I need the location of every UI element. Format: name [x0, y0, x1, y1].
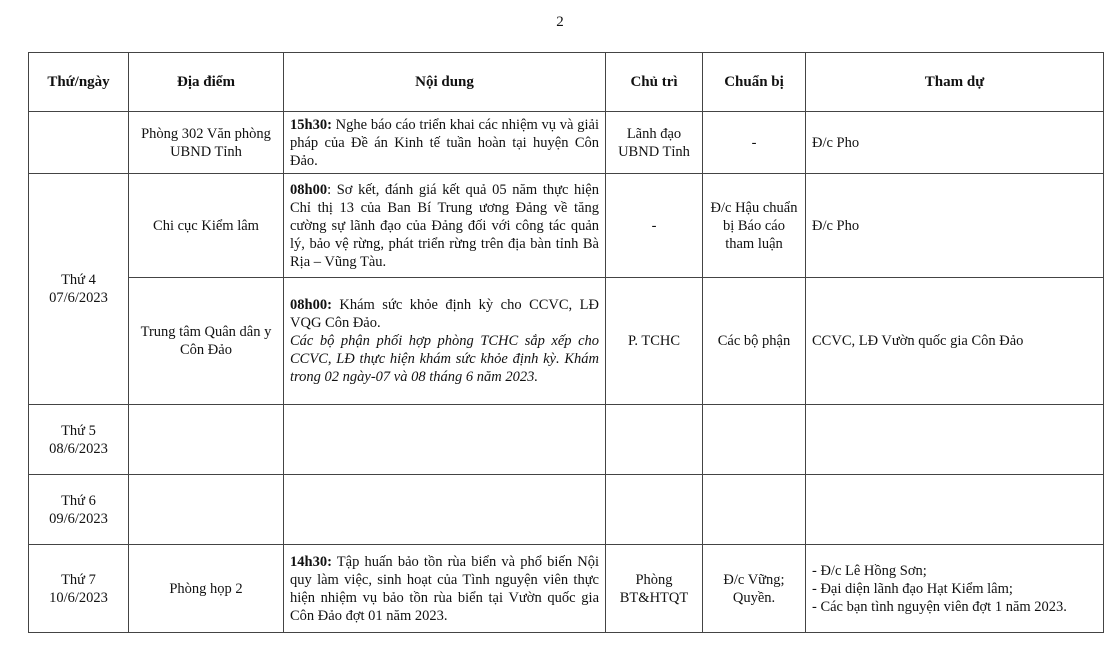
day-cell [29, 405, 129, 475]
schedule-table [28, 52, 1104, 633]
content-text: : Sơ kết, đánh giá kết quả 05 năm thực hiện Chỉ thị 13 của Ban Bí Trung ương Đảng về tăng cường sự lãnh đạo của Đảng đối với công tác quản lý, bảo vệ rừng, phát triển rừng trên địa bàn tỉnh Bà Rịa – Vũng Tàu. [290, 181, 599, 270]
header-attend: Tham dự [806, 53, 1104, 112]
day-name: Thứ 5 [61, 422, 96, 439]
location-cell: Phòng họp 2 [129, 545, 284, 633]
header-location: Địa điểm [129, 53, 284, 112]
day-name: Thứ 4 [61, 272, 96, 288]
day-name: Thứ 6 [61, 492, 96, 509]
chair-cell [606, 475, 703, 545]
day-date: 07/6/2023 [49, 290, 108, 306]
chair-cell: Phòng BT&HTQT [606, 545, 703, 633]
time-label: 15h30: [290, 116, 332, 133]
header-content: Nội dung [284, 53, 606, 112]
table-row [29, 545, 1104, 633]
chair-cell: - [606, 174, 703, 278]
location-cell: Trung tâm Quân dân y Côn Đảo [129, 278, 284, 405]
header-day: Thứ/ngày [29, 53, 129, 112]
attendee-line: - Đ/c Lê Hồng Sơn; [812, 562, 927, 579]
prep-cell: Đ/c Hậu chuẩn bị Báo cáo tham luận [703, 174, 806, 278]
content-cell [284, 112, 606, 174]
chair-cell: Lãnh đạo UBND Tỉnh [606, 112, 703, 174]
prep-cell: Đ/c Vững; Quyền. [703, 545, 806, 633]
header-prep: Chuẩn bị [703, 53, 806, 112]
content-text: Nghe báo cáo triển khai các nhiệm vụ và giải pháp của Đề án Kinh tế tuần hoàn tại huyện Côn Đảo. [290, 116, 599, 169]
day-date: 10/6/2023 [49, 589, 108, 606]
content-text: Tập huấn bảo tồn rùa biển và phổ biến Nội quy làm việc, sinh hoạt của Tình nguyện viên thực hiện nhiệm vụ bảo tồn rùa biển tại Vườn quốc gia Côn Đảo đợt 01 năm 2023. [290, 553, 599, 624]
table-header-row [29, 53, 1104, 112]
attend-cell [806, 405, 1104, 475]
attend-cell [806, 545, 1104, 633]
attendee-line: - Các bạn tình nguyện viên đợt 1 năm 2023. [812, 598, 1067, 615]
attend-cell: CCVC, LĐ Vườn quốc gia Côn Đảo [806, 278, 1104, 405]
content-note: Các bộ phận phối hợp phòng TCHC sắp xếp cho CCVC, LĐ thực hiện khám sức khỏe định kỳ. Khám trong 02 ngày-07 và 08 tháng 6 năm 2023. [290, 333, 599, 385]
content-cell [284, 278, 606, 405]
prep-cell [703, 475, 806, 545]
location-cell: Phòng 302 Văn phòng UBND Tỉnh [129, 112, 284, 174]
attend-cell: Đ/c Pho [806, 112, 1104, 174]
header-chair: Chủ trì [606, 53, 703, 112]
day-date: 09/6/2023 [49, 510, 108, 527]
location-cell [129, 405, 284, 475]
table-row [29, 174, 1104, 278]
table-row [29, 112, 1104, 174]
chair-cell: P. TCHC [606, 278, 703, 405]
prep-cell: - [703, 112, 806, 174]
chair-cell [606, 405, 703, 475]
time-label: 08h00: [290, 297, 332, 313]
time-label: 08h00 [290, 181, 328, 198]
day-cell [29, 112, 129, 174]
attend-cell [806, 475, 1104, 545]
prep-cell [703, 405, 806, 475]
day-name: Thứ 7 [61, 571, 96, 588]
content-cell [284, 545, 606, 633]
location-cell [129, 475, 284, 545]
day-cell [29, 174, 129, 405]
table-row [29, 405, 1104, 475]
location-cell: Chi cục Kiểm lâm [129, 174, 284, 278]
content-cell [284, 475, 606, 545]
table-row [29, 278, 1104, 405]
attend-cell: Đ/c Pho [806, 174, 1104, 278]
time-label: 14h30: [290, 553, 332, 570]
day-date: 08/6/2023 [49, 440, 108, 457]
table-row [29, 475, 1104, 545]
content-cell [284, 405, 606, 475]
day-cell [29, 475, 129, 545]
content-cell [284, 174, 606, 278]
page-number: 2 [556, 14, 564, 30]
attendee-line: - Đại diện lãnh đạo Hạt Kiểm lâm; [812, 580, 1013, 597]
day-cell [29, 545, 129, 633]
prep-cell: Các bộ phận [703, 278, 806, 405]
content-text: Khám sức khỏe định kỳ cho CCVC, LĐ VQG Côn Đảo. [290, 297, 599, 331]
